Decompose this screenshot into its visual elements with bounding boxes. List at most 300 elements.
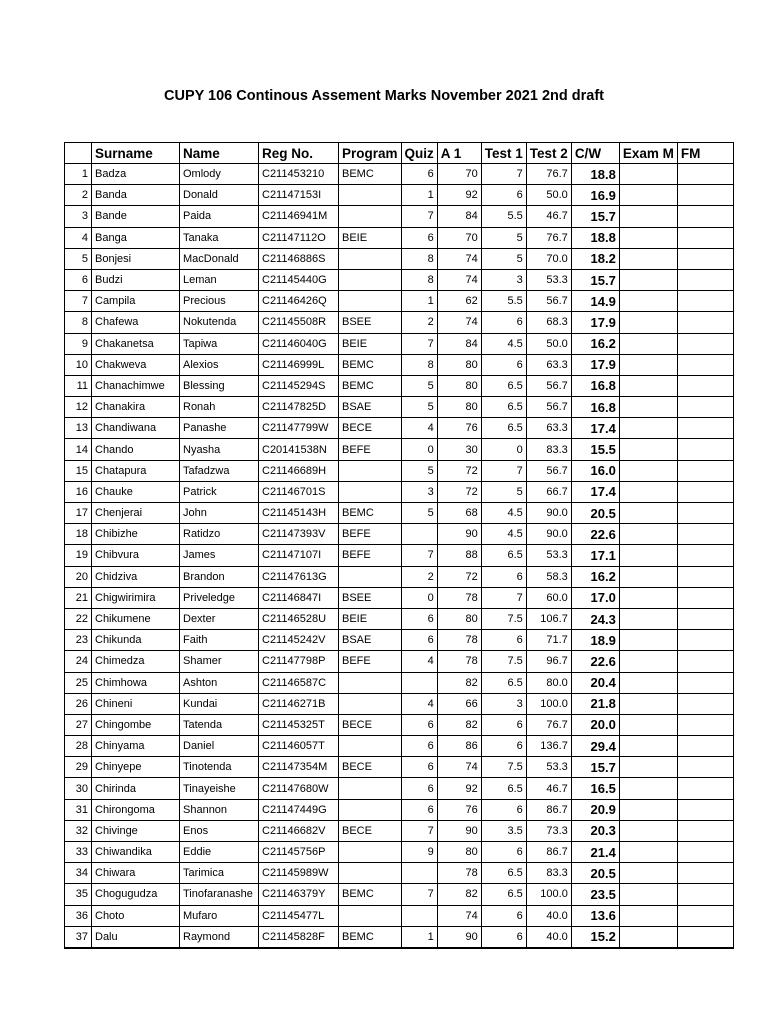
table-row: [65, 566, 734, 587]
table-row: [65, 397, 734, 418]
cell-program: BEIE: [339, 333, 402, 354]
cell-reg-no: C21147153I: [259, 185, 339, 206]
cell-a1: 76: [437, 418, 481, 439]
cell-cw: 17.9: [571, 354, 619, 375]
cell-cw: 16.8: [571, 397, 619, 418]
cell-a1: 78: [437, 863, 481, 884]
cell-test1: 5: [481, 481, 526, 502]
cell-reg-no: C21146941M: [259, 206, 339, 227]
cell-cw: 20.4: [571, 672, 619, 693]
table-row: [65, 714, 734, 735]
cell-quiz: 6: [401, 778, 437, 799]
cell-name: Dexter: [180, 608, 259, 629]
cell-test1: 6.5: [481, 545, 526, 566]
cell-exam-mark: [619, 291, 677, 312]
cell-surname: Chanakira: [92, 397, 180, 418]
cell-exam-mark: [619, 842, 677, 863]
cell-surname: Chiwara: [92, 863, 180, 884]
cell-row-number: 23: [65, 630, 92, 651]
cell-a1: 76: [437, 799, 481, 820]
table-row: [65, 608, 734, 629]
cell-row-number: 35: [65, 884, 92, 905]
cell-quiz: 6: [401, 757, 437, 778]
cell-exam-mark: [619, 248, 677, 269]
cell-name: Mufaro: [180, 905, 259, 926]
cell-final-mark: [677, 757, 733, 778]
cell-cw: 14.9: [571, 291, 619, 312]
cell-quiz: 7: [401, 884, 437, 905]
table-row: [65, 291, 734, 312]
cell-cw: 18.2: [571, 248, 619, 269]
cell-surname: Badza: [92, 164, 180, 185]
cell-test1: 6.5: [481, 418, 526, 439]
cell-a1: 74: [437, 269, 481, 290]
cell-name: James: [180, 545, 259, 566]
cell-surname: Banga: [92, 227, 180, 248]
cell-name: Patrick: [180, 481, 259, 502]
cell-name: Alexios: [180, 354, 259, 375]
cell-row-number: 8: [65, 312, 92, 333]
cell-surname: Dalu: [92, 926, 180, 948]
cell-test2: 70.0: [526, 248, 571, 269]
cell-test2: 83.3: [526, 439, 571, 460]
cell-row-number: 7: [65, 291, 92, 312]
table-row: [65, 375, 734, 396]
cell-quiz: 9: [401, 842, 437, 863]
cell-test2: 40.0: [526, 926, 571, 948]
cell-exam-mark: [619, 799, 677, 820]
cell-cw: 15.2: [571, 926, 619, 948]
cell-a1: 78: [437, 587, 481, 608]
cell-test2: 80.0: [526, 672, 571, 693]
cell-program: [339, 481, 402, 502]
cell-cw: 16.2: [571, 333, 619, 354]
cell-row-number: 20: [65, 566, 92, 587]
cell-exam-mark: [619, 820, 677, 841]
cell-test1: 0: [481, 439, 526, 460]
cell-quiz: 2: [401, 312, 437, 333]
cell-final-mark: [677, 418, 733, 439]
cell-name: Daniel: [180, 736, 259, 757]
table-row: [65, 757, 734, 778]
header-row: [65, 143, 734, 164]
cell-test1: 6: [481, 799, 526, 820]
cell-name: MacDonald: [180, 248, 259, 269]
table-row: [65, 863, 734, 884]
cell-reg-no: C21146587C: [259, 672, 339, 693]
cell-final-mark: [677, 820, 733, 841]
cell-a1: 80: [437, 842, 481, 863]
cell-reg-no: C21146682V: [259, 820, 339, 841]
cell-surname: Chenjerai: [92, 503, 180, 524]
cell-name: Tinofaranashe: [180, 884, 259, 905]
cell-row-number: 5: [65, 248, 92, 269]
cell-quiz: 4: [401, 418, 437, 439]
cell-final-mark: [677, 587, 733, 608]
cell-final-mark: [677, 778, 733, 799]
cell-row-number: 34: [65, 863, 92, 884]
cell-row-number: 37: [65, 926, 92, 948]
cell-row-number: 4: [65, 227, 92, 248]
cell-surname: Chinyama: [92, 736, 180, 757]
cell-test1: 5: [481, 248, 526, 269]
cell-quiz: 0: [401, 587, 437, 608]
cell-final-mark: [677, 799, 733, 820]
table-row: [65, 524, 734, 545]
header-exam-mark: Exam M: [619, 143, 677, 164]
cell-cw: 29.4: [571, 736, 619, 757]
cell-a1: 70: [437, 227, 481, 248]
cell-quiz: 8: [401, 354, 437, 375]
cell-final-mark: [677, 884, 733, 905]
cell-test2: 90.0: [526, 503, 571, 524]
cell-quiz: [401, 672, 437, 693]
cell-exam-mark: [619, 757, 677, 778]
cell-name: Raymond: [180, 926, 259, 948]
cell-reg-no: C21146426Q: [259, 291, 339, 312]
cell-reg-no: C21145143H: [259, 503, 339, 524]
table-row: [65, 884, 734, 905]
cell-program: [339, 248, 402, 269]
header-cw: C/W: [571, 143, 619, 164]
cell-program: [339, 291, 402, 312]
cell-row-number: 26: [65, 693, 92, 714]
cell-a1: 82: [437, 884, 481, 905]
cell-exam-mark: [619, 460, 677, 481]
cell-a1: 80: [437, 608, 481, 629]
cell-test2: 60.0: [526, 587, 571, 608]
cell-reg-no: C21147798P: [259, 651, 339, 672]
cell-test1: 6.5: [481, 863, 526, 884]
cell-final-mark: [677, 375, 733, 396]
cell-name: Tapiwa: [180, 333, 259, 354]
cell-cw: 23.5: [571, 884, 619, 905]
header-quiz: Quiz: [401, 143, 437, 164]
table-row: [65, 312, 734, 333]
cell-final-mark: [677, 524, 733, 545]
cell-surname: Chimedza: [92, 651, 180, 672]
cell-row-number: 27: [65, 714, 92, 735]
cell-reg-no: C211453210: [259, 164, 339, 185]
cell-test1: 4.5: [481, 333, 526, 354]
cell-reg-no: C21146379Y: [259, 884, 339, 905]
cell-final-mark: [677, 842, 733, 863]
cell-name: Panashe: [180, 418, 259, 439]
cell-program: [339, 672, 402, 693]
cell-exam-mark: [619, 312, 677, 333]
cell-reg-no: C21146689H: [259, 460, 339, 481]
cell-surname: Chimhowa: [92, 672, 180, 693]
cell-exam-mark: [619, 905, 677, 926]
table-row: [65, 672, 734, 693]
cell-test2: 76.7: [526, 227, 571, 248]
table-row: [65, 248, 734, 269]
cell-reg-no: C21145508R: [259, 312, 339, 333]
cell-name: Tinotenda: [180, 757, 259, 778]
cell-exam-mark: [619, 375, 677, 396]
header-name: Name: [180, 143, 259, 164]
cell-surname: Chirinda: [92, 778, 180, 799]
cell-a1: 72: [437, 566, 481, 587]
cell-name: Faith: [180, 630, 259, 651]
cell-surname: Bonjesi: [92, 248, 180, 269]
cell-test2: 46.7: [526, 778, 571, 799]
table-row: [65, 545, 734, 566]
cell-cw: 16.0: [571, 460, 619, 481]
cell-row-number: 36: [65, 905, 92, 926]
cell-test1: 7.5: [481, 757, 526, 778]
cell-quiz: [401, 863, 437, 884]
cell-test2: 76.7: [526, 164, 571, 185]
cell-cw: 21.8: [571, 693, 619, 714]
cell-row-number: 6: [65, 269, 92, 290]
header-reg-no: Reg No.: [259, 143, 339, 164]
cell-a1: 62: [437, 291, 481, 312]
cell-surname: Chidziva: [92, 566, 180, 587]
cell-test1: 6: [481, 566, 526, 587]
cell-surname: Choto: [92, 905, 180, 926]
cell-exam-mark: [619, 227, 677, 248]
cell-quiz: 8: [401, 269, 437, 290]
cell-quiz: 3: [401, 481, 437, 502]
cell-program: BECE: [339, 757, 402, 778]
cell-reg-no: C21146057T: [259, 736, 339, 757]
table-row: [65, 269, 734, 290]
cell-quiz: 6: [401, 736, 437, 757]
cell-reg-no: C21145294S: [259, 375, 339, 396]
cell-exam-mark: [619, 524, 677, 545]
cell-exam-mark: [619, 608, 677, 629]
cell-exam-mark: [619, 630, 677, 651]
cell-reg-no: C21146271B: [259, 693, 339, 714]
cell-final-mark: [677, 164, 733, 185]
cell-exam-mark: [619, 863, 677, 884]
cell-exam-mark: [619, 884, 677, 905]
cell-test2: 56.7: [526, 460, 571, 481]
cell-name: Leman: [180, 269, 259, 290]
cell-a1: 72: [437, 460, 481, 481]
cell-name: Tafadzwa: [180, 460, 259, 481]
cell-row-number: 10: [65, 354, 92, 375]
cell-test1: 5: [481, 227, 526, 248]
cell-quiz: 4: [401, 693, 437, 714]
cell-final-mark: [677, 608, 733, 629]
cell-name: Tatenda: [180, 714, 259, 735]
cell-cw: 17.4: [571, 481, 619, 502]
cell-cw: 16.9: [571, 185, 619, 206]
cell-row-number: 32: [65, 820, 92, 841]
cell-row-number: 14: [65, 439, 92, 460]
cell-a1: 82: [437, 714, 481, 735]
cell-test2: 86.7: [526, 799, 571, 820]
cell-cw: 20.9: [571, 799, 619, 820]
cell-test2: 50.0: [526, 185, 571, 206]
cell-reg-no: C21146999L: [259, 354, 339, 375]
cell-name: Precious: [180, 291, 259, 312]
cell-exam-mark: [619, 269, 677, 290]
cell-a1: 74: [437, 757, 481, 778]
cell-reg-no: C21145756P: [259, 842, 339, 863]
cell-final-mark: [677, 693, 733, 714]
cell-exam-mark: [619, 418, 677, 439]
cell-final-mark: [677, 672, 733, 693]
cell-name: Omlody: [180, 164, 259, 185]
cell-exam-mark: [619, 503, 677, 524]
cell-exam-mark: [619, 651, 677, 672]
cell-test1: 6.5: [481, 778, 526, 799]
cell-exam-mark: [619, 693, 677, 714]
cell-final-mark: [677, 905, 733, 926]
cell-name: Brandon: [180, 566, 259, 587]
cell-name: Shannon: [180, 799, 259, 820]
cell-test1: 3: [481, 693, 526, 714]
cell-test1: 6.5: [481, 884, 526, 905]
cell-exam-mark: [619, 164, 677, 185]
cell-a1: 78: [437, 630, 481, 651]
cell-quiz: 5: [401, 460, 437, 481]
cell-program: [339, 460, 402, 481]
cell-cw: 15.7: [571, 269, 619, 290]
cell-reg-no: C21147825D: [259, 397, 339, 418]
cell-quiz: 6: [401, 164, 437, 185]
cell-test2: 63.3: [526, 418, 571, 439]
cell-test2: 56.7: [526, 291, 571, 312]
table-row: [65, 164, 734, 185]
cell-cw: 16.2: [571, 566, 619, 587]
table-row: [65, 630, 734, 651]
cell-test2: 73.3: [526, 820, 571, 841]
cell-program: BEIE: [339, 608, 402, 629]
cell-cw: 17.4: [571, 418, 619, 439]
cell-quiz: 6: [401, 799, 437, 820]
cell-name: Nyasha: [180, 439, 259, 460]
cell-test2: 68.3: [526, 312, 571, 333]
header-program: Program: [339, 143, 402, 164]
table-row: [65, 799, 734, 820]
cell-cw: 18.9: [571, 630, 619, 651]
cell-program: BEMC: [339, 375, 402, 396]
cell-test2: 136.7: [526, 736, 571, 757]
cell-reg-no: C21146040G: [259, 333, 339, 354]
cell-test2: 83.3: [526, 863, 571, 884]
cell-final-mark: [677, 354, 733, 375]
cell-program: BEMC: [339, 884, 402, 905]
cell-quiz: 1: [401, 185, 437, 206]
cell-exam-mark: [619, 778, 677, 799]
cell-test1: 7: [481, 587, 526, 608]
cell-reg-no: C21147354M: [259, 757, 339, 778]
cell-row-number: 16: [65, 481, 92, 502]
table-row: [65, 736, 734, 757]
cell-test1: 6.5: [481, 397, 526, 418]
table-row: [65, 926, 734, 948]
cell-program: [339, 206, 402, 227]
cell-reg-no: C21147799W: [259, 418, 339, 439]
cell-test1: 6.5: [481, 672, 526, 693]
cell-cw: 20.5: [571, 863, 619, 884]
cell-program: BSAE: [339, 397, 402, 418]
cell-surname: Chatapura: [92, 460, 180, 481]
cell-test2: 46.7: [526, 206, 571, 227]
cell-row-number: 24: [65, 651, 92, 672]
cell-name: Shamer: [180, 651, 259, 672]
cell-cw: 15.7: [571, 206, 619, 227]
cell-program: BECE: [339, 820, 402, 841]
cell-name: Blessing: [180, 375, 259, 396]
cell-program: [339, 566, 402, 587]
cell-quiz: 6: [401, 227, 437, 248]
table-row: [65, 820, 734, 841]
cell-quiz: 5: [401, 503, 437, 524]
cell-a1: 92: [437, 778, 481, 799]
cell-cw: 15.5: [571, 439, 619, 460]
cell-program: [339, 799, 402, 820]
cell-test2: 53.3: [526, 269, 571, 290]
cell-row-number: 25: [65, 672, 92, 693]
cell-program: [339, 185, 402, 206]
cell-final-mark: [677, 291, 733, 312]
cell-cw: 20.5: [571, 503, 619, 524]
cell-test2: 53.3: [526, 545, 571, 566]
cell-exam-mark: [619, 672, 677, 693]
cell-exam-mark: [619, 566, 677, 587]
cell-final-mark: [677, 863, 733, 884]
cell-exam-mark: [619, 206, 677, 227]
cell-test2: 40.0: [526, 905, 571, 926]
cell-name: Enos: [180, 820, 259, 841]
cell-program: BEMC: [339, 164, 402, 185]
cell-test1: 6: [481, 714, 526, 735]
cell-quiz: [401, 524, 437, 545]
cell-a1: 80: [437, 354, 481, 375]
cell-program: BEFE: [339, 545, 402, 566]
cell-exam-mark: [619, 354, 677, 375]
cell-test2: 86.7: [526, 842, 571, 863]
cell-final-mark: [677, 206, 733, 227]
cell-cw: 22.6: [571, 524, 619, 545]
cell-reg-no: C21145477L: [259, 905, 339, 926]
cell-row-number: 13: [65, 418, 92, 439]
cell-cw: 20.3: [571, 820, 619, 841]
cell-surname: Chirongoma: [92, 799, 180, 820]
sheet-title: CUPY 106 Continous Assement Marks November 2021 2nd draft: [164, 88, 604, 104]
cell-a1: 74: [437, 312, 481, 333]
cell-final-mark: [677, 248, 733, 269]
cell-test2: 50.0: [526, 333, 571, 354]
cell-exam-mark: [619, 185, 677, 206]
cell-test1: 6: [481, 926, 526, 948]
table-row: [65, 206, 734, 227]
header-row-number: [65, 143, 92, 164]
cell-cw: 17.1: [571, 545, 619, 566]
cell-a1: 90: [437, 820, 481, 841]
cell-reg-no: C21147449G: [259, 799, 339, 820]
cell-reg-no: C21147112O: [259, 227, 339, 248]
cell-cw: 18.8: [571, 227, 619, 248]
cell-name: Ashton: [180, 672, 259, 693]
cell-reg-no: C21145989W: [259, 863, 339, 884]
marks-table: [64, 142, 734, 949]
cell-surname: Chakweva: [92, 354, 180, 375]
cell-program: [339, 863, 402, 884]
table-row: [65, 185, 734, 206]
cell-a1: 68: [437, 503, 481, 524]
cell-test2: 53.3: [526, 757, 571, 778]
cell-program: BSAE: [339, 630, 402, 651]
cell-a1: 66: [437, 693, 481, 714]
table-body: [65, 164, 734, 948]
cell-quiz: 5: [401, 397, 437, 418]
